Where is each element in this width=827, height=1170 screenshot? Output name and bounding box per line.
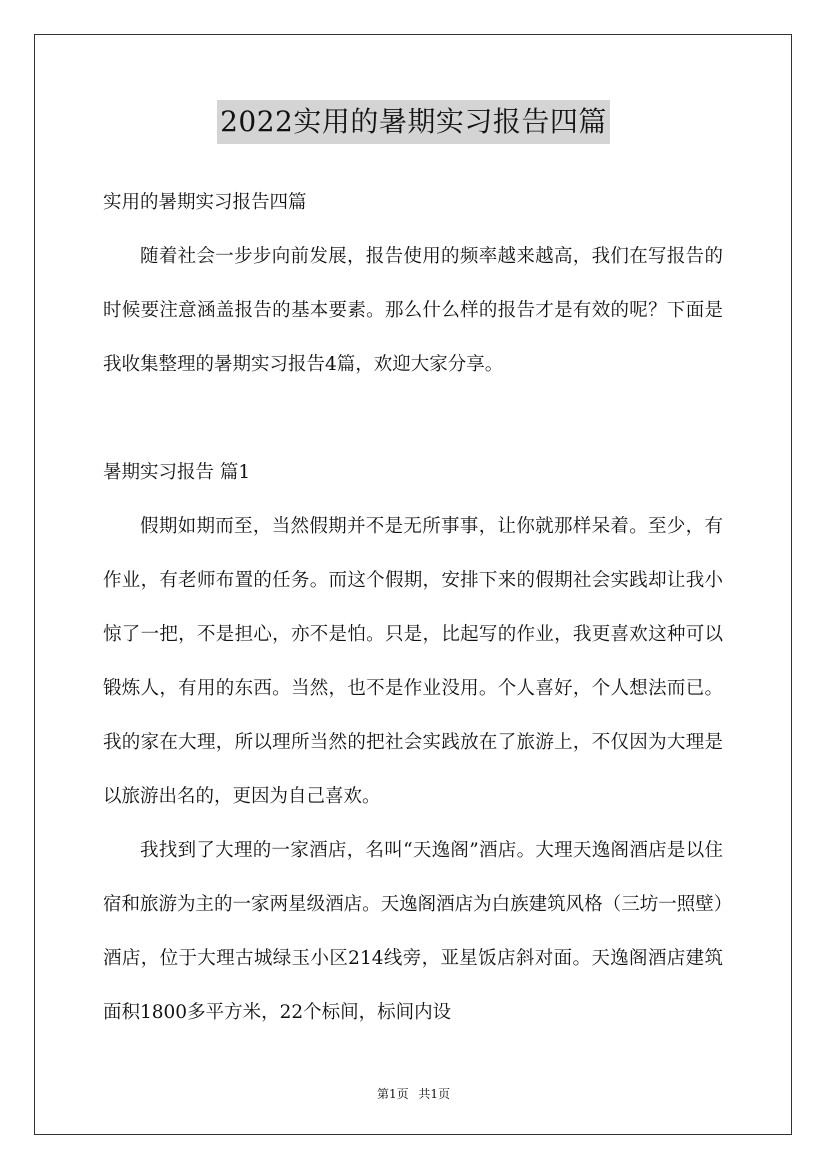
page-number: 第1页 [376,1087,409,1101]
section-heading: 暑期实习报告 篇1 [103,462,251,483]
page-footer [0,1086,827,1102]
body-paragraph-2: 我找到了大理的一家酒店，名叫“天逸阁”酒店。大理天逸阁酒店是以住宿和旅游为主的一家两星级酒店。天逸阁酒店为白族建筑风格（三坊一照壁）酒店，位于大理古城绿玉小区214线旁，亚星饭店斜对面。天逸阁酒店建筑面积1800多平方米，22个标间，标间内设 [103,840,723,1023]
page-total: 共1页 [418,1087,451,1101]
document-body [103,176,723,1040]
body-paragraph-1: 假期如期而至，当然假期并不是无所事事，让你就那样呆着。至少，有作业，有老师布置的任务。而这个假期，安排下来的假期社会实践却让我小惊了一把，不是担心，亦不是怕。只是，比起写的作业，我更喜欢这种可以锻炼人，有用的东西。当然，也不是作业没用。个人喜好，个人想法而已。我的家在大理，所以理所当然的把社会实践放在了旅游上，不仅因为大理是以旅游出名的，更因为自己喜欢。 [103,516,723,807]
intro-paragraph: 随着社会一步步向前发展，报告使用的频率越来越高，我们在写报告的时候要注意涵盖报告的基本要素。那么什么样的报告才是有效的呢？下面是我收集整理的暑期实习报告4篇，欢迎大家分享。 [103,246,723,375]
document-subtitle: 实用的暑期实习报告四篇 [103,192,307,213]
document-title-text: 2022实用的暑期实习报告四篇 [217,100,610,144]
document-title [0,100,827,144]
paragraph-gap [103,392,723,446]
